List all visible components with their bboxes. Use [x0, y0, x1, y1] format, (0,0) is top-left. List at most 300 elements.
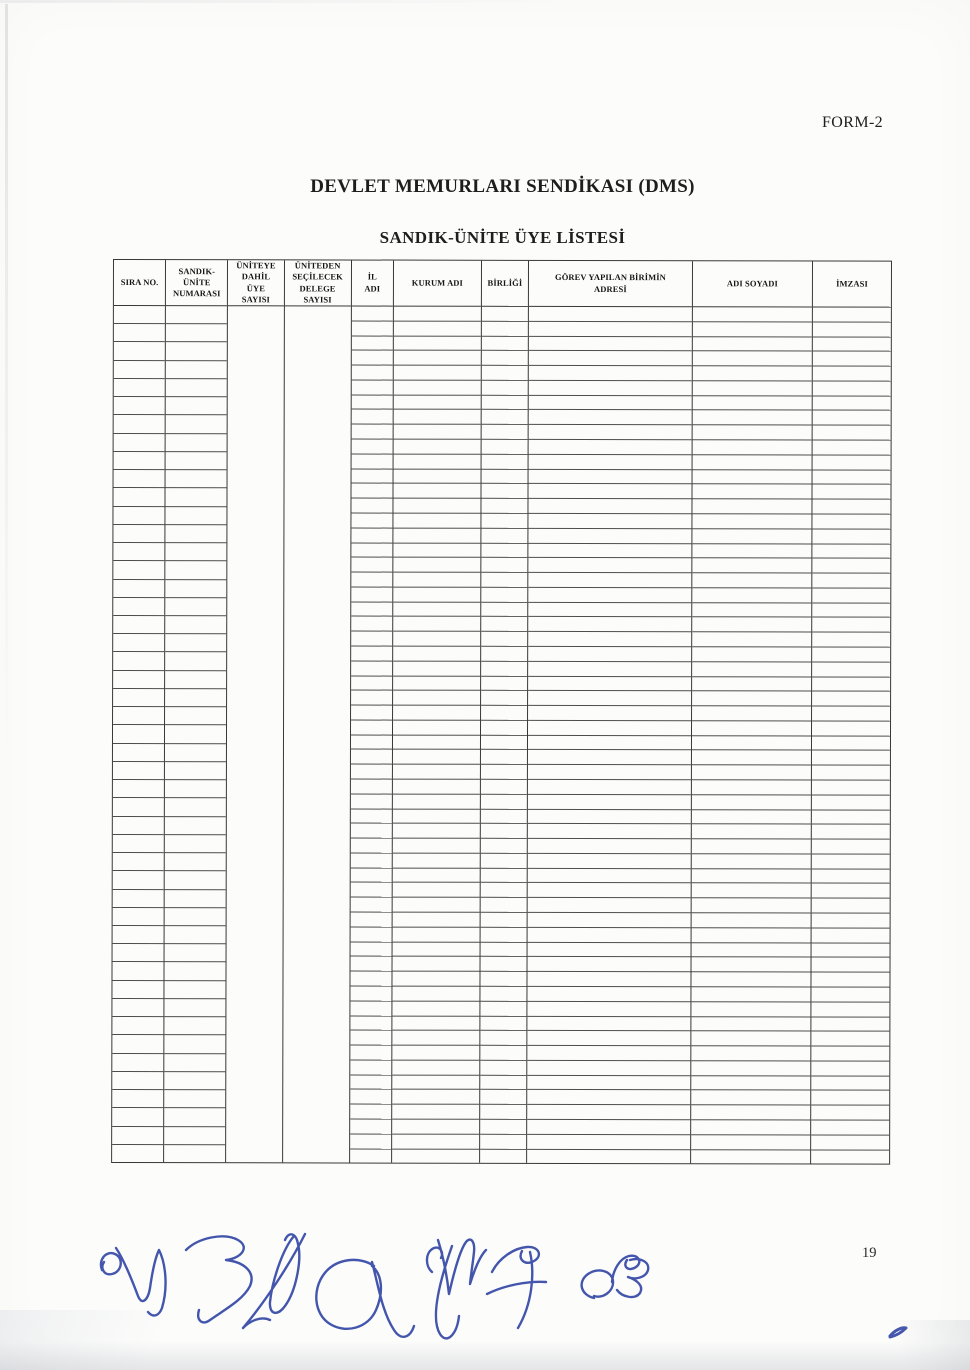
table-cell — [528, 706, 691, 721]
table-cell — [481, 469, 527, 484]
table-cell — [529, 543, 692, 558]
table-cell — [528, 573, 691, 588]
table-cell — [393, 794, 480, 809]
table-cell — [529, 455, 692, 470]
table-cell — [813, 426, 891, 441]
table-cell — [481, 632, 527, 647]
table-cell — [166, 543, 227, 561]
table-cell — [691, 913, 810, 928]
table-cell — [392, 1120, 479, 1135]
table-cell — [351, 440, 392, 455]
table-cell — [482, 351, 528, 366]
table-cell — [166, 580, 227, 598]
document-subtitle: SANDIK-ÜNİTE ÜYE LİSTESİ — [379, 228, 626, 247]
table-cell — [481, 750, 527, 765]
table-cell — [481, 676, 527, 691]
table-cell — [112, 1072, 163, 1090]
table-cell — [811, 1032, 889, 1047]
column-adi-soyadi — [691, 261, 813, 1163]
table-cell — [113, 598, 164, 616]
scan-edge-bottom — [0, 1342, 970, 1370]
table-cell — [481, 647, 527, 662]
table-cell — [480, 1090, 526, 1105]
table-cell — [351, 543, 392, 558]
table-cell — [393, 824, 480, 839]
table-cell — [351, 573, 392, 588]
table-cell — [692, 485, 811, 500]
table-cell — [481, 735, 527, 750]
table-cell — [528, 647, 691, 662]
table-cell — [693, 337, 812, 352]
table-cell — [350, 1046, 391, 1061]
column-body-imzasi — [811, 307, 891, 1163]
table-cell — [165, 726, 226, 744]
table-cell — [482, 307, 528, 322]
table-cell — [692, 618, 811, 633]
table-cell — [165, 944, 226, 962]
table-cell — [482, 366, 528, 381]
table-cell — [114, 452, 165, 470]
table-cell — [350, 1105, 391, 1120]
table-cell — [812, 987, 890, 1002]
table-cell — [165, 1017, 226, 1035]
table-cell — [692, 558, 811, 573]
table-cell — [812, 633, 890, 648]
table-cell — [813, 500, 891, 515]
table-cell — [692, 499, 811, 514]
table-cell — [481, 795, 527, 810]
table-cell — [813, 485, 891, 500]
table-cell — [480, 883, 526, 898]
table-cell — [527, 1031, 690, 1046]
table-cell — [528, 765, 691, 780]
column-header-gorev-yapilan-birimin-adresi: GÖREV YAPILAN BİRİMİN ADRESİ — [529, 261, 692, 307]
table-cell — [114, 324, 165, 342]
table-cell — [393, 706, 480, 721]
table-cell — [165, 1054, 226, 1072]
table-cell — [394, 395, 481, 410]
table-cell — [529, 322, 692, 337]
table-cell — [165, 707, 226, 725]
table-cell — [114, 306, 165, 324]
table-cell — [811, 1150, 889, 1164]
table-cell — [692, 544, 811, 559]
table-cell — [811, 1106, 889, 1121]
table-cell — [528, 972, 691, 987]
table-cell — [480, 1001, 526, 1016]
table-cell — [393, 632, 480, 647]
table-cell — [691, 1091, 810, 1106]
table-cell — [481, 558, 527, 573]
table-cell — [481, 765, 527, 780]
table-cell — [166, 361, 227, 379]
table-cell — [112, 999, 163, 1017]
table-cell — [813, 455, 891, 470]
table-cell — [692, 677, 811, 692]
table-cell — [114, 470, 165, 488]
table-cell — [528, 809, 691, 824]
table-cell — [528, 824, 691, 839]
table-cell — [392, 1060, 479, 1075]
table-cell — [812, 840, 890, 855]
table-cell — [394, 321, 481, 336]
table-cell — [692, 573, 811, 588]
table-cell — [692, 706, 811, 721]
table-cell — [393, 853, 480, 868]
table-cell — [812, 662, 890, 677]
table-cell — [481, 573, 527, 588]
table-cell — [112, 1108, 163, 1126]
table-cell — [692, 780, 811, 795]
table-cell — [480, 1016, 526, 1031]
table-cell — [812, 913, 890, 928]
table-cell — [527, 1105, 690, 1120]
column-header-sandik-unite-numarasi: SANDIK- ÜNİTE NUMARASI — [166, 260, 227, 306]
table-cell — [351, 351, 392, 366]
table-cell — [528, 987, 691, 1002]
table-cell — [351, 499, 392, 514]
table-cell — [165, 963, 226, 981]
table-cell — [529, 307, 692, 322]
table-cell — [527, 1061, 690, 1076]
table-cell — [113, 507, 164, 525]
table-cell — [481, 543, 527, 558]
table-cell — [528, 558, 691, 573]
table-cell — [692, 869, 811, 884]
table-cell — [813, 381, 891, 396]
column-header-il-adi: İL ADI — [352, 260, 394, 306]
table-cell — [812, 943, 890, 958]
table-cell — [351, 720, 392, 735]
table-cell — [812, 721, 890, 736]
table-cell — [393, 839, 480, 854]
table-cell — [394, 336, 481, 351]
table-cell — [113, 580, 164, 598]
table-cell — [692, 588, 811, 603]
table-cell — [165, 762, 226, 780]
table-cell — [164, 1127, 225, 1145]
table-cell — [528, 602, 691, 617]
table-cell — [481, 721, 527, 736]
table-cell — [393, 617, 480, 632]
table-cell — [114, 379, 165, 397]
table-cell — [480, 957, 526, 972]
table-cell — [691, 884, 810, 899]
table-cell — [393, 558, 480, 573]
table-cell — [392, 1105, 479, 1120]
table-cell — [393, 676, 480, 691]
column-body-gorev-yapilan-birimin-adresi — [527, 307, 691, 1163]
table-cell — [528, 795, 691, 810]
table-cell — [529, 425, 692, 440]
table-cell — [350, 957, 391, 972]
table-cell — [350, 1119, 391, 1134]
table-cell — [392, 1090, 479, 1105]
table-cell — [691, 1061, 810, 1076]
table-cell — [528, 736, 691, 751]
table-cell — [166, 598, 227, 616]
table-cell — [166, 507, 227, 525]
table-cell — [480, 913, 526, 928]
table-cell — [113, 725, 164, 743]
table-cell — [528, 869, 691, 884]
table-cell — [480, 1105, 526, 1120]
table-cell — [812, 736, 890, 751]
table-cell — [112, 981, 163, 999]
column-sandik-unite-numarasi — [164, 260, 228, 1162]
table-cell — [394, 454, 481, 469]
table-cell — [351, 484, 392, 499]
table-cell — [165, 780, 226, 798]
table-cell — [165, 999, 226, 1017]
table-cell — [527, 1046, 690, 1061]
column-header-imzasi: İMZASI — [813, 261, 891, 307]
table-cell — [529, 499, 692, 514]
column-kurum-adi — [392, 261, 482, 1163]
table-cell — [528, 721, 691, 736]
table-cell — [113, 944, 164, 962]
table-cell — [350, 868, 391, 883]
table-cell — [812, 825, 890, 840]
table-cell — [165, 926, 226, 944]
table-cell — [351, 646, 392, 661]
column-sira-no — [112, 260, 166, 1162]
table-cell — [813, 440, 891, 455]
table-cell — [691, 1046, 810, 1061]
table-cell — [812, 899, 890, 914]
table-cell — [482, 322, 528, 337]
table-cell — [166, 343, 227, 361]
table-cell — [351, 602, 392, 617]
table-cell — [165, 908, 226, 926]
table-cell — [481, 809, 527, 824]
column-body-sira-no — [112, 306, 165, 1162]
table-cell — [351, 410, 392, 425]
table-cell — [527, 1149, 690, 1163]
table-cell — [528, 839, 691, 854]
table-cell — [393, 720, 480, 735]
table-cell — [528, 691, 691, 706]
table-cell — [692, 736, 811, 751]
table-cell — [164, 1108, 225, 1126]
table-cell — [691, 958, 810, 973]
page-number: 19 — [862, 1245, 877, 1261]
table-cell — [351, 661, 392, 676]
document-title: DEVLET MEMURLARI SENDİKASI (DMS) — [310, 176, 695, 197]
table-cell — [393, 972, 480, 987]
table-cell — [692, 425, 811, 440]
table-cell — [350, 1016, 391, 1031]
table-cell — [692, 632, 811, 647]
table-cell — [351, 750, 392, 765]
table-cell — [165, 981, 226, 999]
column-header-kurum-adi: KURUM ADI — [394, 261, 481, 307]
table-cell — [480, 928, 526, 943]
table-cell — [528, 750, 691, 765]
table-cell — [813, 411, 891, 426]
table-cell — [527, 1075, 690, 1090]
table-cell — [113, 835, 164, 853]
table-cell — [813, 337, 891, 352]
table-cell — [812, 854, 890, 869]
table-cell — [528, 854, 691, 869]
table-cell — [528, 632, 691, 647]
table-cell — [480, 1120, 526, 1135]
table-cell — [812, 707, 890, 722]
form-code: FORM-2 — [822, 114, 884, 131]
column-imzasi — [811, 261, 891, 1163]
table-cell — [166, 306, 227, 324]
table-cell — [113, 616, 164, 634]
table-cell — [393, 765, 480, 780]
table-cell — [393, 528, 480, 543]
column-header-sira-no: SIRA NO. — [114, 260, 165, 306]
table-cell — [392, 1001, 479, 1016]
table-cell — [528, 617, 691, 632]
table-cell — [692, 396, 811, 411]
signature-6 — [487, 1247, 546, 1328]
table-cell — [481, 440, 527, 455]
table-cell — [351, 425, 392, 440]
table-cell — [481, 824, 527, 839]
table-cell — [113, 926, 164, 944]
table-cell — [393, 750, 480, 765]
table-cell — [350, 883, 391, 898]
table-cell — [692, 839, 811, 854]
table-cell — [113, 871, 164, 889]
table-cell — [481, 410, 527, 425]
table-cell — [528, 928, 691, 943]
table-cell — [813, 396, 891, 411]
table-cell — [393, 942, 480, 957]
table-cell — [351, 454, 392, 469]
table-cell — [350, 853, 391, 868]
table-cell — [692, 647, 811, 662]
table-cell — [693, 381, 812, 396]
table-cell — [692, 721, 811, 736]
table-cell — [528, 588, 691, 603]
table-cell — [114, 342, 165, 360]
table-cell — [394, 366, 481, 381]
table-cell — [480, 942, 526, 957]
table-cell — [691, 987, 810, 1002]
table-cell — [692, 810, 811, 825]
table-cell — [351, 558, 392, 573]
table-cell — [112, 1017, 163, 1035]
table-cell — [480, 868, 526, 883]
table-cell — [529, 469, 692, 484]
table-cell — [692, 692, 811, 707]
table-cell — [480, 1135, 526, 1150]
table-cell — [528, 913, 691, 928]
table-cell — [112, 1090, 163, 1108]
table-cell — [393, 913, 480, 928]
table-cell — [393, 883, 480, 898]
table-cell — [165, 890, 226, 908]
table-cell — [812, 603, 890, 618]
table-cell — [692, 514, 811, 529]
table-cell — [529, 336, 692, 351]
table-cell — [693, 352, 812, 367]
table-cell — [692, 440, 811, 455]
table-cell — [113, 689, 164, 707]
table-cell — [166, 470, 227, 488]
signature-5 — [427, 1240, 486, 1339]
table-cell — [481, 499, 527, 514]
table-cell — [394, 380, 481, 395]
table-cell — [165, 853, 226, 871]
table-cell — [393, 898, 480, 913]
table-cell — [350, 898, 391, 913]
table-cell — [482, 381, 528, 396]
table-cell — [693, 366, 812, 381]
table-cell — [812, 1002, 890, 1017]
table-cell — [112, 1127, 163, 1145]
table-cell — [812, 559, 890, 574]
table-cell — [393, 868, 480, 883]
table-cell — [393, 514, 480, 529]
table-cell — [812, 677, 890, 692]
table-cell — [166, 324, 227, 342]
table-cell — [811, 1120, 889, 1135]
table-cell — [692, 455, 811, 470]
table-cell — [811, 1017, 889, 1032]
table-cell — [693, 307, 812, 322]
table-cell — [393, 809, 480, 824]
table-cell — [528, 942, 691, 957]
table-cell — [392, 1016, 479, 1031]
table-cell — [112, 962, 163, 980]
table-cell — [811, 1047, 889, 1062]
table-cell — [691, 898, 810, 913]
column-birligi — [480, 261, 529, 1163]
table-cell — [165, 744, 226, 762]
table-cell — [481, 602, 527, 617]
table-cell — [393, 957, 480, 972]
column-body-uniteden-secilecek-delege-sayisi — [283, 306, 351, 1162]
table-cell — [114, 361, 165, 379]
table-cell — [691, 1135, 810, 1150]
table-cell — [529, 351, 692, 366]
table-cell — [394, 351, 481, 366]
table-cell — [393, 573, 480, 588]
scan-edge-top — [0, 0, 970, 3]
table-cell — [113, 744, 164, 762]
table-cell — [528, 1016, 691, 1031]
table-cell — [529, 514, 692, 529]
table-cell — [394, 469, 481, 484]
table-cell — [528, 1002, 691, 1017]
table-cell — [813, 322, 891, 337]
column-body-sandik-unite-numarasi — [164, 306, 227, 1162]
table-cell — [812, 544, 890, 559]
table-cell — [351, 528, 392, 543]
table-cell — [693, 322, 812, 337]
table-cell — [692, 795, 811, 810]
table-cell — [350, 839, 391, 854]
table-cell — [812, 766, 890, 781]
table-cell — [166, 397, 227, 415]
table-cell — [351, 691, 392, 706]
table-cell — [165, 616, 226, 634]
table-cell — [528, 883, 691, 898]
table-cell — [392, 1046, 479, 1061]
table-cell — [691, 1017, 810, 1032]
table-cell — [393, 661, 480, 676]
table-cell — [529, 381, 692, 396]
table-cell — [812, 574, 890, 589]
table-cell — [114, 434, 165, 452]
